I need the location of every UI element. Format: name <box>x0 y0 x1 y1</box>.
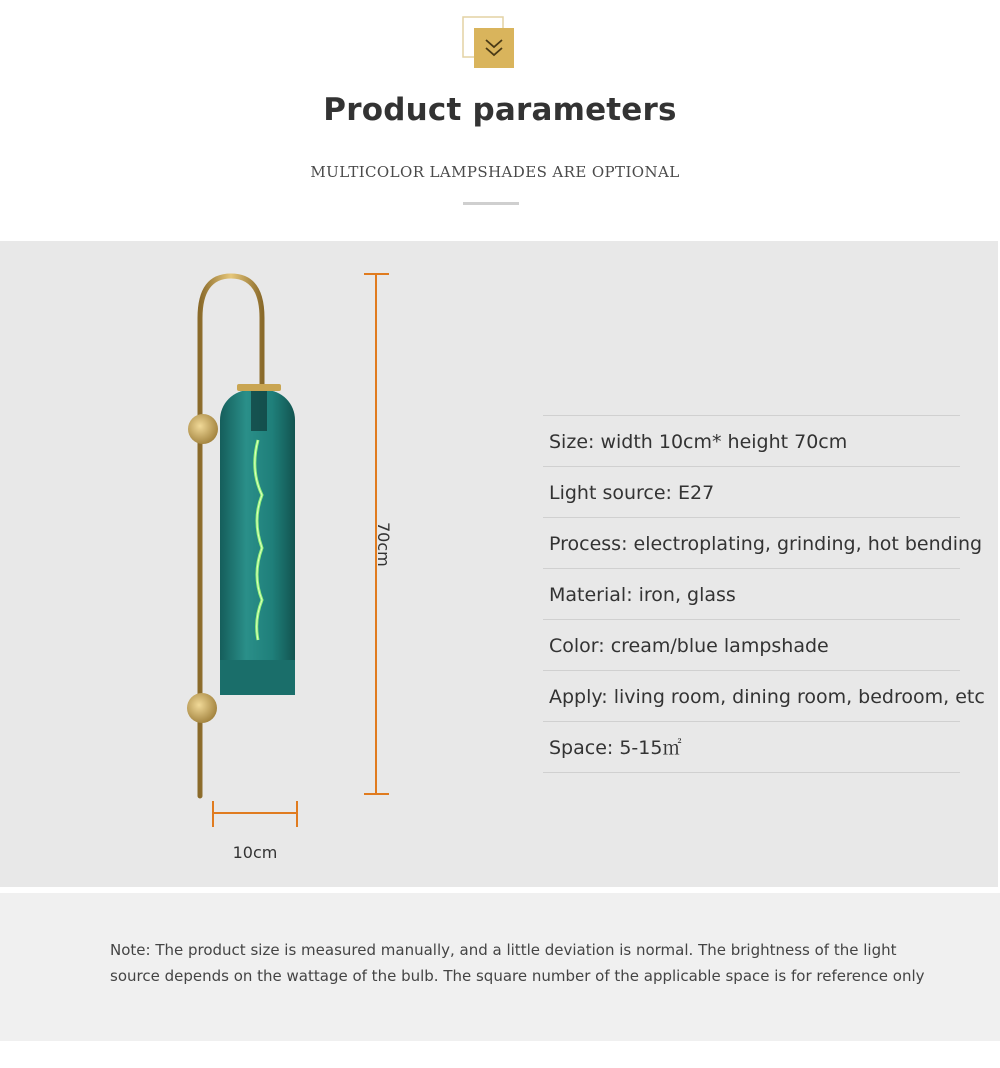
lamp-wall-mount-top <box>188 414 218 444</box>
spec-color: Color: cream/blue lampshade <box>543 620 960 671</box>
spec-material: Material: iron, glass <box>543 569 960 620</box>
note-text: Note: The product size is measured manually, and a little deviation is normal. The brightness of the light source depends on the wattage of the bulb. The square number of the applicable space is for reference only <box>110 941 925 985</box>
lamp-wall-mount-bottom <box>187 693 217 723</box>
spec-space: Space: 5-15㎡ <box>543 722 960 773</box>
width-dimension-label: 10cm <box>232 843 278 862</box>
spec-apply: Apply: living room, dining room, bedroom, etc <box>543 671 960 722</box>
spec-process: Process: electroplating, grinding, hot bending <box>543 518 960 569</box>
height-dimension-label: 70cm <box>374 522 393 567</box>
double-chevron-down-icon <box>462 16 518 72</box>
header-section <box>0 0 1000 240</box>
lamp-cap <box>237 384 281 391</box>
spec-list <box>543 415 985 773</box>
title-divider <box>463 202 519 205</box>
width-dimension-line <box>213 801 297 827</box>
page-subtitle: MULTICOLOR LAMPSHADES ARE OPTIONAL <box>310 163 680 181</box>
spec-light-source: Light source: E27 <box>543 467 960 518</box>
page-title: Product parameters <box>323 92 677 128</box>
lamp-glass-shade <box>220 390 295 695</box>
spec-size: Size: width 10cm* height 70cm <box>543 416 960 467</box>
